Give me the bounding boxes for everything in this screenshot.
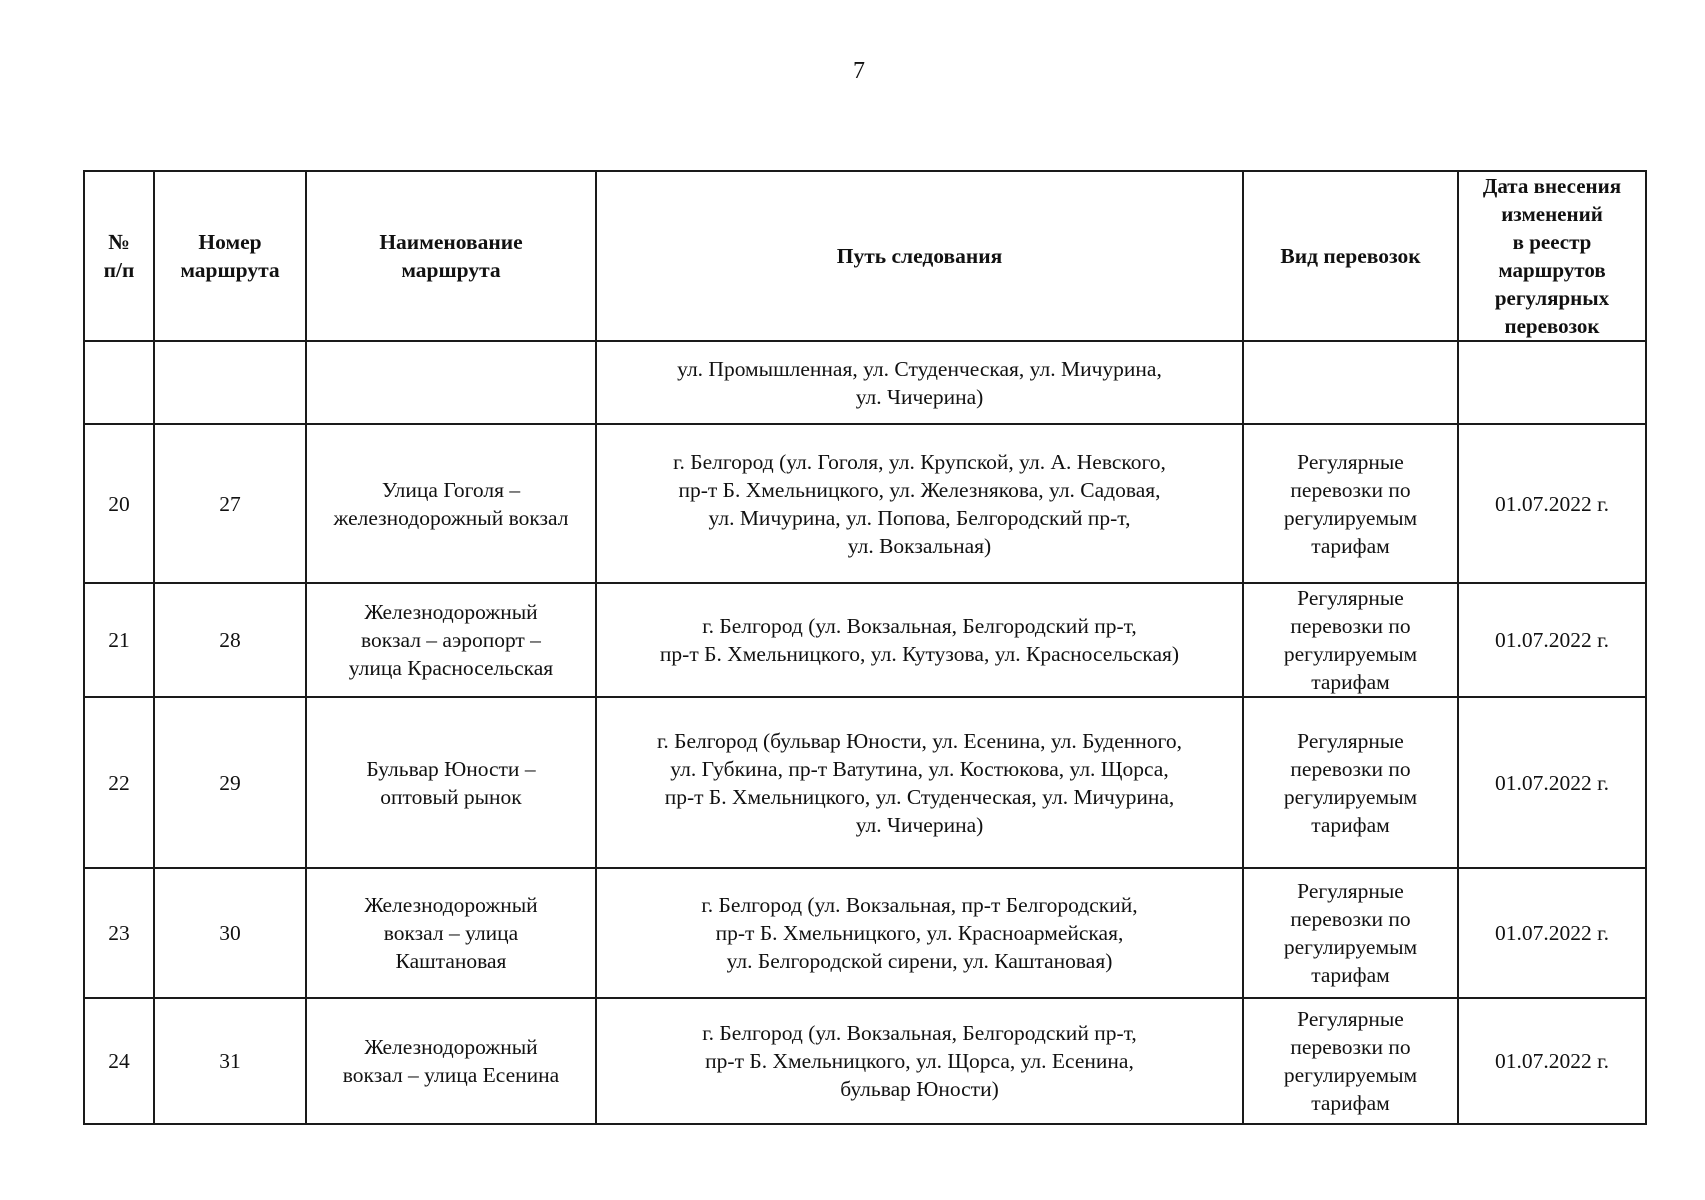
cell-route-name: Железнодорожный вокзал – аэропорт – улица Красносельская (306, 583, 596, 697)
cell-route-name: Бульвар Юности – оптовый рынок (306, 697, 596, 868)
cell-transport-type (1243, 341, 1458, 424)
cell-transport-type: Регулярные перевозки по регулируемым тарифам (1243, 583, 1458, 697)
cell-route-number (154, 341, 306, 424)
page-number: 7 (853, 58, 865, 84)
cell-num: 24 (84, 998, 154, 1124)
cell-num: 23 (84, 868, 154, 998)
table-header-row (84, 171, 1646, 341)
header-route-number: Номер маршрута (154, 171, 306, 341)
table-row (84, 424, 1646, 583)
cell-change-date: 01.07.2022 г. (1458, 697, 1646, 868)
cell-num: 21 (84, 583, 154, 697)
cell-route-number: 27 (154, 424, 306, 583)
table-row (84, 697, 1646, 868)
table-row (84, 998, 1646, 1124)
cell-route-name: Железнодорожный вокзал – улица Есенина (306, 998, 596, 1124)
cell-change-date: 01.07.2022 г. (1458, 424, 1646, 583)
table-row (84, 868, 1646, 998)
cell-transport-type: Регулярные перевозки по регулируемым тарифам (1243, 424, 1458, 583)
cell-route-number: 31 (154, 998, 306, 1124)
route-register-table (83, 170, 1647, 1125)
cell-change-date: 01.07.2022 г. (1458, 583, 1646, 697)
cell-route-name: Железнодорожный вокзал – улица Каштановая (306, 868, 596, 998)
cell-path: ул. Промышленная, ул. Студенческая, ул. Мичурина, ул. Чичерина) (596, 341, 1243, 424)
cell-path: г. Белгород (ул. Вокзальная, Белгородский пр-т, пр-т Б. Хмельницкого, ул. Щорса, ул. Есенина, бульвар Юности) (596, 998, 1243, 1124)
cell-path: г. Белгород (бульвар Юности, ул. Есенина, ул. Буденного, ул. Губкина, пр-т Ватутина, ул. Костюкова, ул. Щорса, пр-т Б. Хмельницкого, ул. Студенческая, ул. Мичурина, ул. Чичерина) (596, 697, 1243, 868)
cell-route-number: 29 (154, 697, 306, 868)
header-transport-type: Вид перевозок (1243, 171, 1458, 341)
table-row (84, 583, 1646, 697)
cell-num: 20 (84, 424, 154, 583)
cell-route-name: Улица Гоголя – железнодорожный вокзал (306, 424, 596, 583)
cell-path: г. Белгород (ул. Гоголя, ул. Крупской, ул. А. Невского, пр-т Б. Хмельницкого, ул. Железнякова, ул. Садовая, ул. Мичурина, ул. Попова, Белгородский пр-т, ул. Вокзальная) (596, 424, 1243, 583)
header-change-date: Дата внесения изменений в реестр маршрутов регулярных перевозок (1458, 171, 1646, 341)
cell-route-number: 28 (154, 583, 306, 697)
cell-num: 22 (84, 697, 154, 868)
cell-transport-type: Регулярные перевозки по регулируемым тарифам (1243, 868, 1458, 998)
cell-transport-type: Регулярные перевозки по регулируемым тарифам (1243, 998, 1458, 1124)
cell-change-date: 01.07.2022 г. (1458, 998, 1646, 1124)
cell-num (84, 341, 154, 424)
cell-transport-type: Регулярные перевозки по регулируемым тарифам (1243, 697, 1458, 868)
table-row-continuation (84, 341, 1646, 424)
cell-change-date (1458, 341, 1646, 424)
cell-path: г. Белгород (ул. Вокзальная, Белгородский пр-т, пр-т Б. Хмельницкого, ул. Кутузова, ул. Красносельская) (596, 583, 1243, 697)
cell-route-number: 30 (154, 868, 306, 998)
header-num: № п/п (84, 171, 154, 341)
cell-route-name (306, 341, 596, 424)
cell-change-date: 01.07.2022 г. (1458, 868, 1646, 998)
cell-path: г. Белгород (ул. Вокзальная, пр-т Белгородский, пр-т Б. Хмельницкого, ул. Красноармейская, ул. Белгородской сирени, ул. Каштановая) (596, 868, 1243, 998)
header-route-name: Наименование маршрута (306, 171, 596, 341)
header-path: Путь следования (596, 171, 1243, 341)
